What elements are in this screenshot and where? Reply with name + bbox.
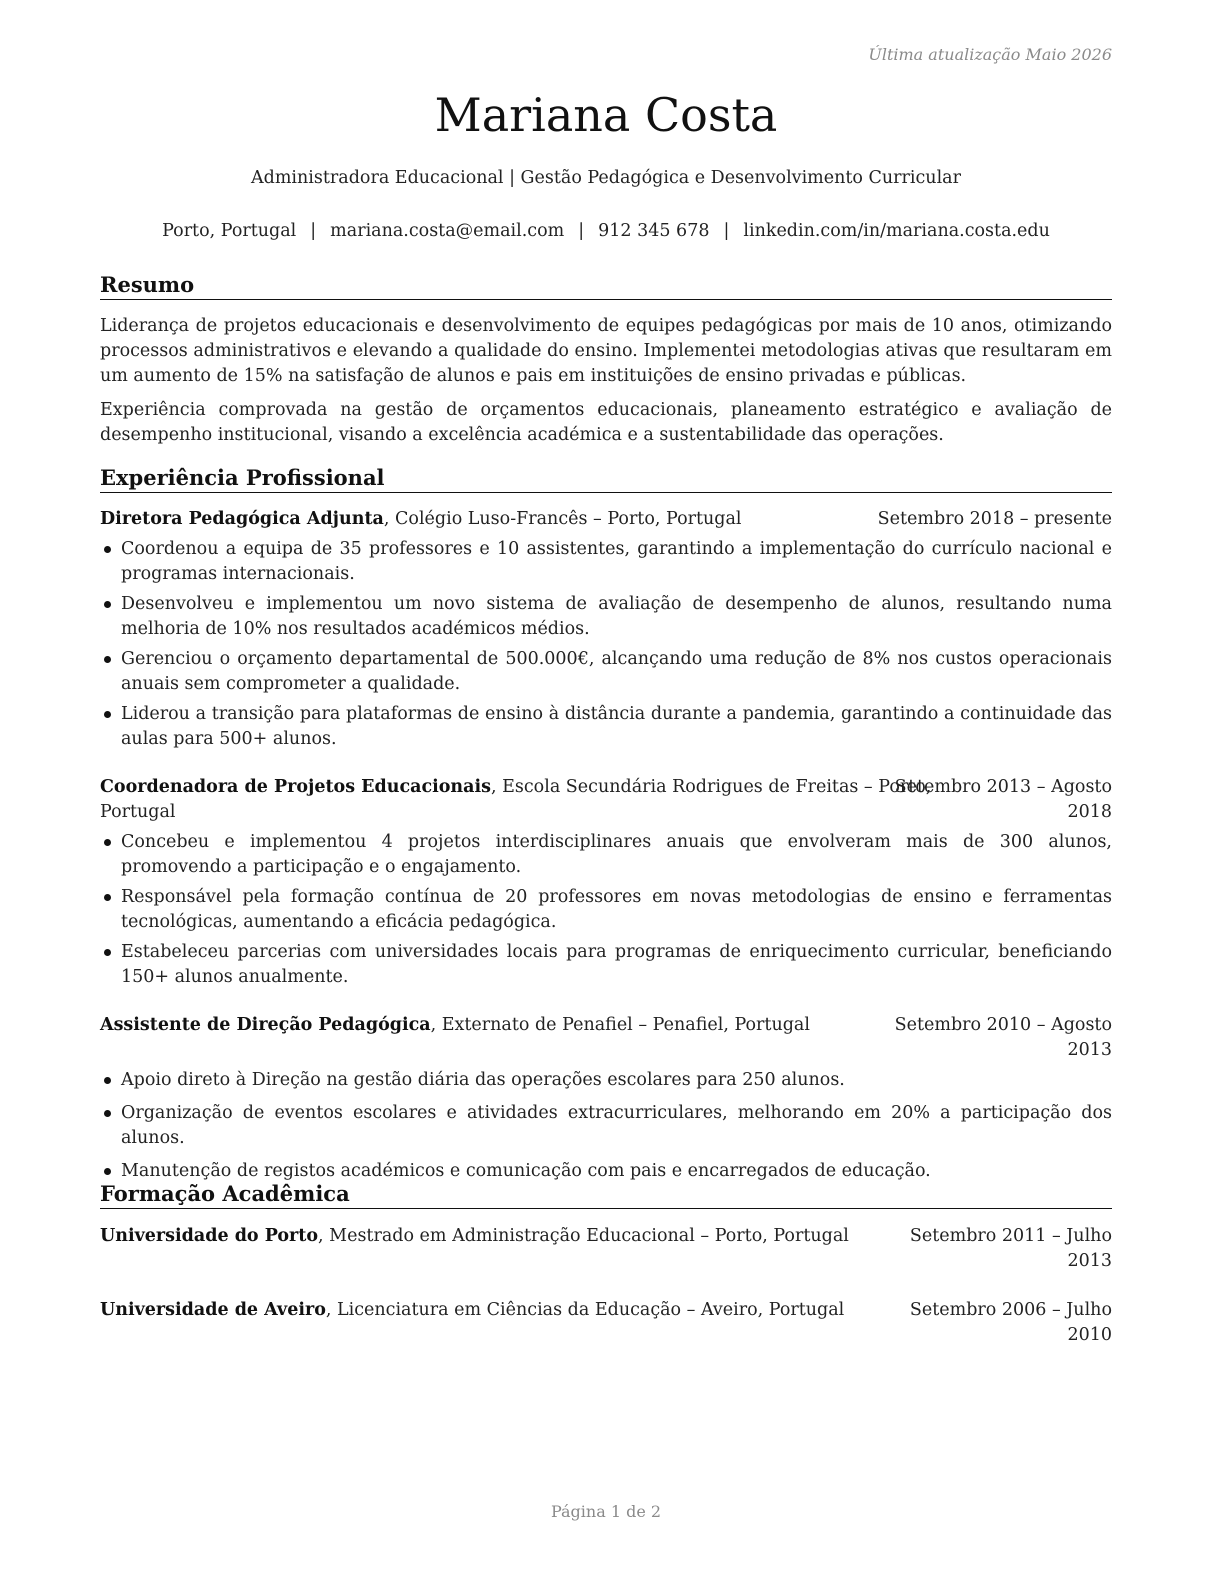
- list-item: Coordenou a equipa de 35 professores e 10 assistentes, garantindo a implementação do currículo nacional e programas internacionais.: [100, 537, 1112, 587]
- bullet-icon: [104, 949, 111, 956]
- list-item: Organização de eventos escolares e atividades extracurriculares, melhorando em 20% a participação dos alunos.: [100, 1101, 1112, 1151]
- job-bullets: [100, 537, 1112, 752]
- bullet-icon: [104, 894, 111, 901]
- education-institution: Universidade de Aveiro: [100, 1300, 326, 1320]
- job-organization-continued: Portugal: [100, 802, 176, 822]
- last-updated-note: Última atualização Maio 2026: [868, 45, 1112, 64]
- list-item: Apoio direto à Direção na gestão diária das operações escolares para 250 alunos.: [100, 1068, 1112, 1093]
- contact-phone: 912 345 678: [598, 221, 710, 241]
- contact-separator: |: [723, 221, 730, 241]
- job-organization: , Escola Secundária Rodrigues de Freitas – Porto,: [491, 777, 932, 797]
- bullet-icon: [104, 1110, 111, 1117]
- education-dates-continued: 2010: [1067, 1325, 1112, 1345]
- job-dates: Setembro 2018 – presente: [877, 509, 1112, 529]
- candidate-tagline: Administradora Educacional | Gestão Pedagógica e Desenvolvimento Curricular: [251, 168, 961, 188]
- list-item: Liderou a transição para plataformas de ensino à distância durante a pandemia, garantindo a continuidade das aulas para 500+ alunos.: [100, 702, 1112, 752]
- list-item: Responsável pela formação contínua de 20 professores em novas metodologias de ensino e ferramentas tecnológicas, aumentando a eficácia pedagógica.: [100, 885, 1112, 935]
- education-dates-continued: 2013: [1067, 1251, 1112, 1271]
- section-title-education: Formação Acadêmica: [100, 1181, 1112, 1209]
- job-dates-continued: 2018: [1067, 802, 1112, 822]
- job-dates-continued: 2013: [1067, 1040, 1112, 1060]
- bullet-icon: [104, 546, 111, 553]
- candidate-name: Mariana Costa: [434, 88, 778, 142]
- education-institution: Universidade do Porto: [100, 1226, 319, 1246]
- job-dates: Setembro 2013 – Agosto: [894, 777, 1112, 797]
- education-dates: Setembro 2006 – Julho: [909, 1300, 1112, 1320]
- bullet-icon: [104, 656, 111, 663]
- bullet-icon: [104, 1168, 111, 1175]
- bullet-icon: [104, 711, 111, 718]
- list-item: Manutenção de registos académicos e comunicação com pais e encarregados de educação.: [100, 1159, 1112, 1184]
- contact-email[interactable]: mariana.costa@email.com: [330, 221, 565, 241]
- education-dates: Setembro 2011 – Julho: [909, 1226, 1112, 1246]
- job-bullets: [100, 1068, 1112, 1184]
- contact-separator: |: [310, 221, 317, 241]
- job-bullets: [100, 830, 1112, 990]
- bullet-icon: [104, 839, 111, 846]
- list-item: Desenvolveu e implementou um novo sistema de avaliação de desempenho de alunos, resultando numa melhoria de 10% nos resultados académicos médios.: [100, 592, 1112, 642]
- page-number: Página 1 de 2: [550, 1502, 662, 1521]
- list-item: Estabeleceu parcerias com universidades locais para programas de enriquecimento curricular, beneficiando 150+ alunos anualmente.: [100, 940, 1112, 990]
- job-organization: , Externato de Penafiel – Penafiel, Portugal: [430, 1015, 810, 1035]
- education-detail: , Licenciatura em Ciências da Educação – Aveiro, Portugal: [325, 1300, 845, 1320]
- bullet-icon: [104, 1077, 111, 1084]
- education-detail: , Mestrado em Administração Educacional – Porto, Portugal: [318, 1226, 849, 1246]
- job-dates: Setembro 2010 – Agosto: [894, 1015, 1112, 1035]
- list-item: Concebeu e implementou 4 projetos interdisciplinares anuais que envolveram mais de 300 alunos, promovendo a participação e o engajamento.: [100, 830, 1112, 880]
- contact-separator: |: [578, 221, 585, 241]
- job-organization: , Colégio Luso-Francês – Porto, Portugal: [383, 509, 742, 529]
- contact-location: Porto, Portugal: [162, 221, 297, 241]
- job-role: Assistente de Direção Pedagógica: [100, 1015, 431, 1035]
- resume-page: [100, 0, 1112, 1584]
- list-item: Gerenciou o orçamento departamental de 500.000€, alcançando uma redução de 8% nos custos operacionais anuais sem comprometer a qualidade.: [100, 647, 1112, 697]
- job-role: Coordenadora de Projetos Educacionais: [100, 777, 491, 797]
- bullet-icon: [104, 601, 111, 608]
- summary-paragraph: Experiência comprovada na gestão de orçamentos educacionais, planeamento estratégico e avaliação de desempenho institucional, visando a excelência académica e a sustentabilidade das operações.: [100, 400, 1112, 445]
- job-role: Diretora Pedagógica Adjunta: [100, 509, 384, 529]
- section-title-experience: Experiência Profissional: [100, 465, 1112, 493]
- summary-paragraph: Liderança de projetos educacionais e desenvolvimento de equipes pedagógicas por mais de 10 anos, otimizando processos administrativos e elevando a qualidade do ensino. Implementei metodologias ativas que resultaram em um aumento de 15% na satisfação de alunos e pais em instituições de ensino privadas e públicas.: [100, 316, 1112, 386]
- contact-line: [100, 221, 1112, 241]
- contact-linkedin[interactable]: linkedin.com/in/mariana.costa.edu: [743, 221, 1050, 241]
- section-title-summary: Resumo: [100, 272, 1112, 300]
